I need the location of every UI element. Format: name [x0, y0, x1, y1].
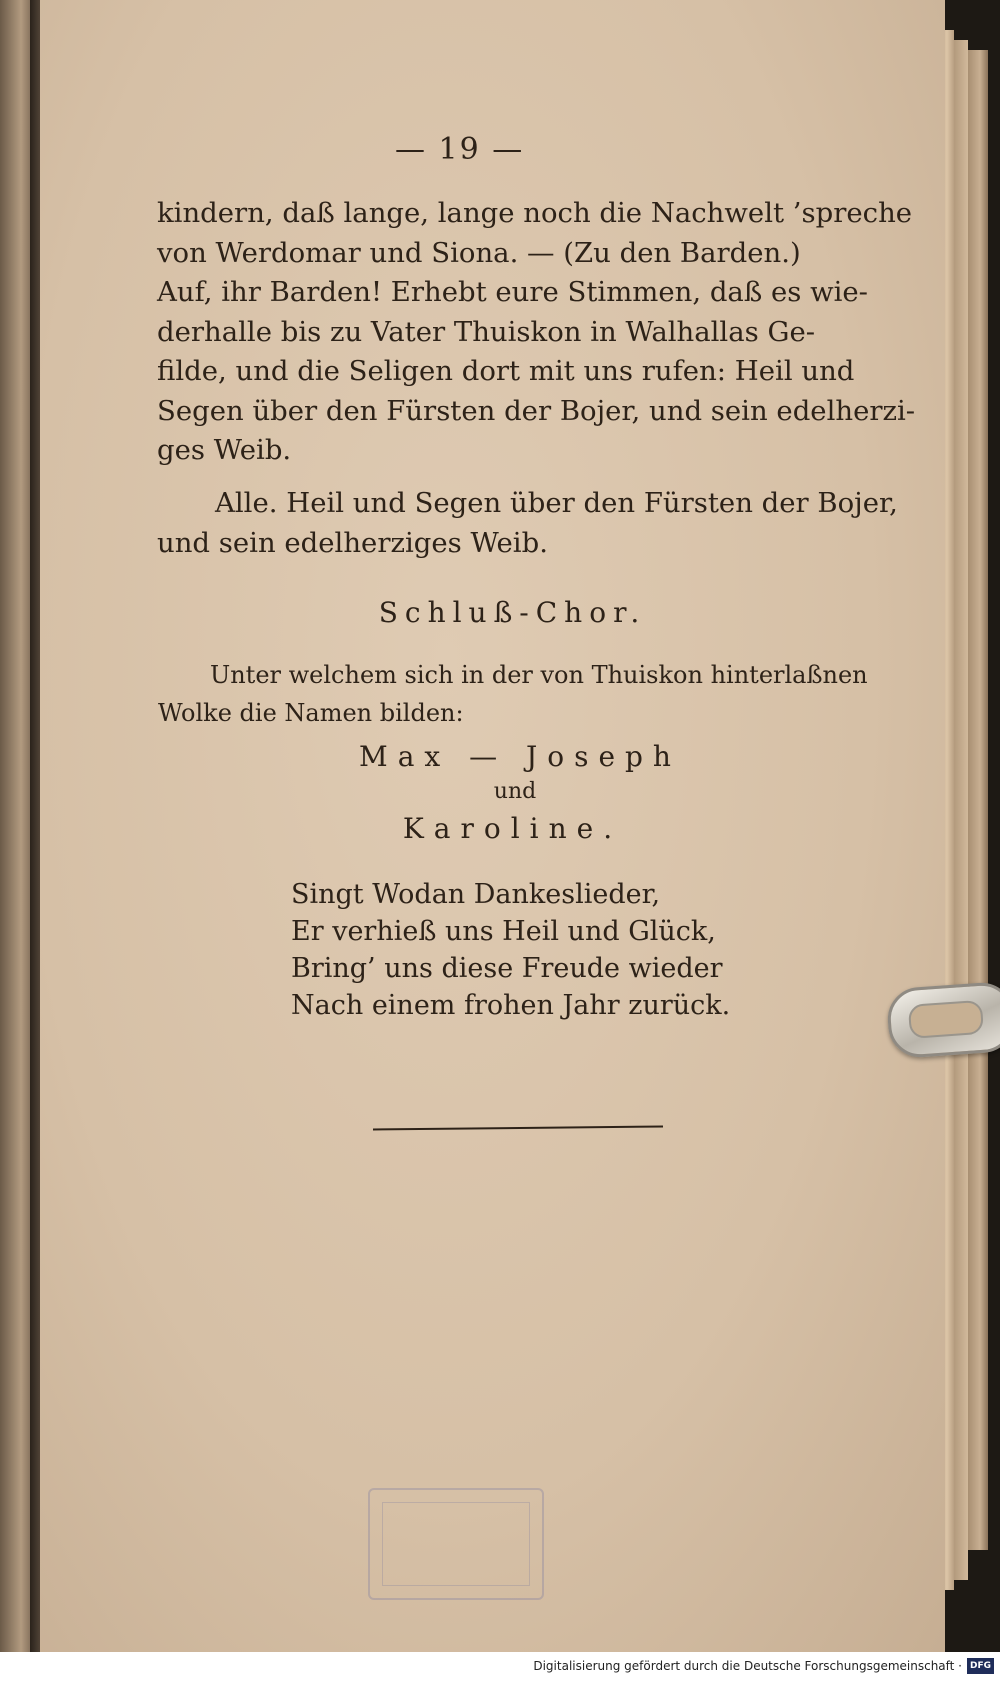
text-line: Segen über den Fürsten der Bojer, und sein edelherzi-: [157, 394, 916, 427]
funding-credit: Digitalisierung gefördert durch die Deutsche Forschungsgemeinschaft ·: [533, 1659, 962, 1673]
text-line: und sein edelherziges Weib.: [157, 526, 548, 559]
text-line: kindern, daß lange, lange noch die Nachwelt ’spreche: [157, 197, 913, 229]
text-line: Wolke die Namen bilden:: [158, 699, 464, 727]
paragraph-2: [157, 484, 898, 563]
verse-line: Nach einem frohen Jahr zurück.: [291, 990, 731, 1021]
verse-line: Singt Wodan Dankeslieder,: [291, 879, 661, 910]
section-heading: Schluß-Chor.: [378, 596, 647, 629]
page-clip: [886, 981, 1000, 1060]
text-line: derhalle bis zu Vater Thuiskon in Walhallas Ge-: [157, 315, 816, 348]
name-max-joseph: Max — Joseph: [359, 740, 681, 773]
text-line: Unter welchem sich in der von Thuiskon hinterlaßnen: [210, 661, 868, 689]
dfg-logo: DFG: [967, 1658, 994, 1674]
text-line: ges Weib.: [157, 434, 292, 466]
text-line: von Werdomar und Siona. — (Zu den Barden.): [157, 236, 801, 269]
connector-und: und: [493, 779, 537, 804]
page-edge-strip: [954, 40, 968, 1580]
verse-stanza: [291, 876, 730, 1024]
text-line: filde, und die Seligen dort mit uns rufen: Heil und: [157, 355, 855, 387]
library-stamp-border: [382, 1502, 530, 1586]
book-page: [40, 0, 945, 1652]
page-clip-hole: [908, 1000, 984, 1039]
page-number: — 19 —: [395, 132, 525, 167]
closing-rule: [373, 1125, 663, 1130]
previous-page-edge: [0, 0, 30, 1652]
paragraph-1: [157, 194, 915, 471]
verse-line: Bring’ uns diese Freude wieder: [291, 953, 723, 984]
text-line: Alle. Heil und Segen über den Fürsten der Bojer,: [215, 487, 898, 519]
footer-bar: [0, 1652, 1000, 1681]
name-karoline: Karoline.: [402, 812, 623, 845]
verse-line: Er verhieß uns Heil und Glück,: [291, 916, 716, 947]
text-line: Auf, ihr Barden! Erhebt eure Stimmen, daß es wie-: [157, 276, 868, 308]
library-stamp: [368, 1488, 544, 1600]
stage-direction: [158, 656, 868, 732]
